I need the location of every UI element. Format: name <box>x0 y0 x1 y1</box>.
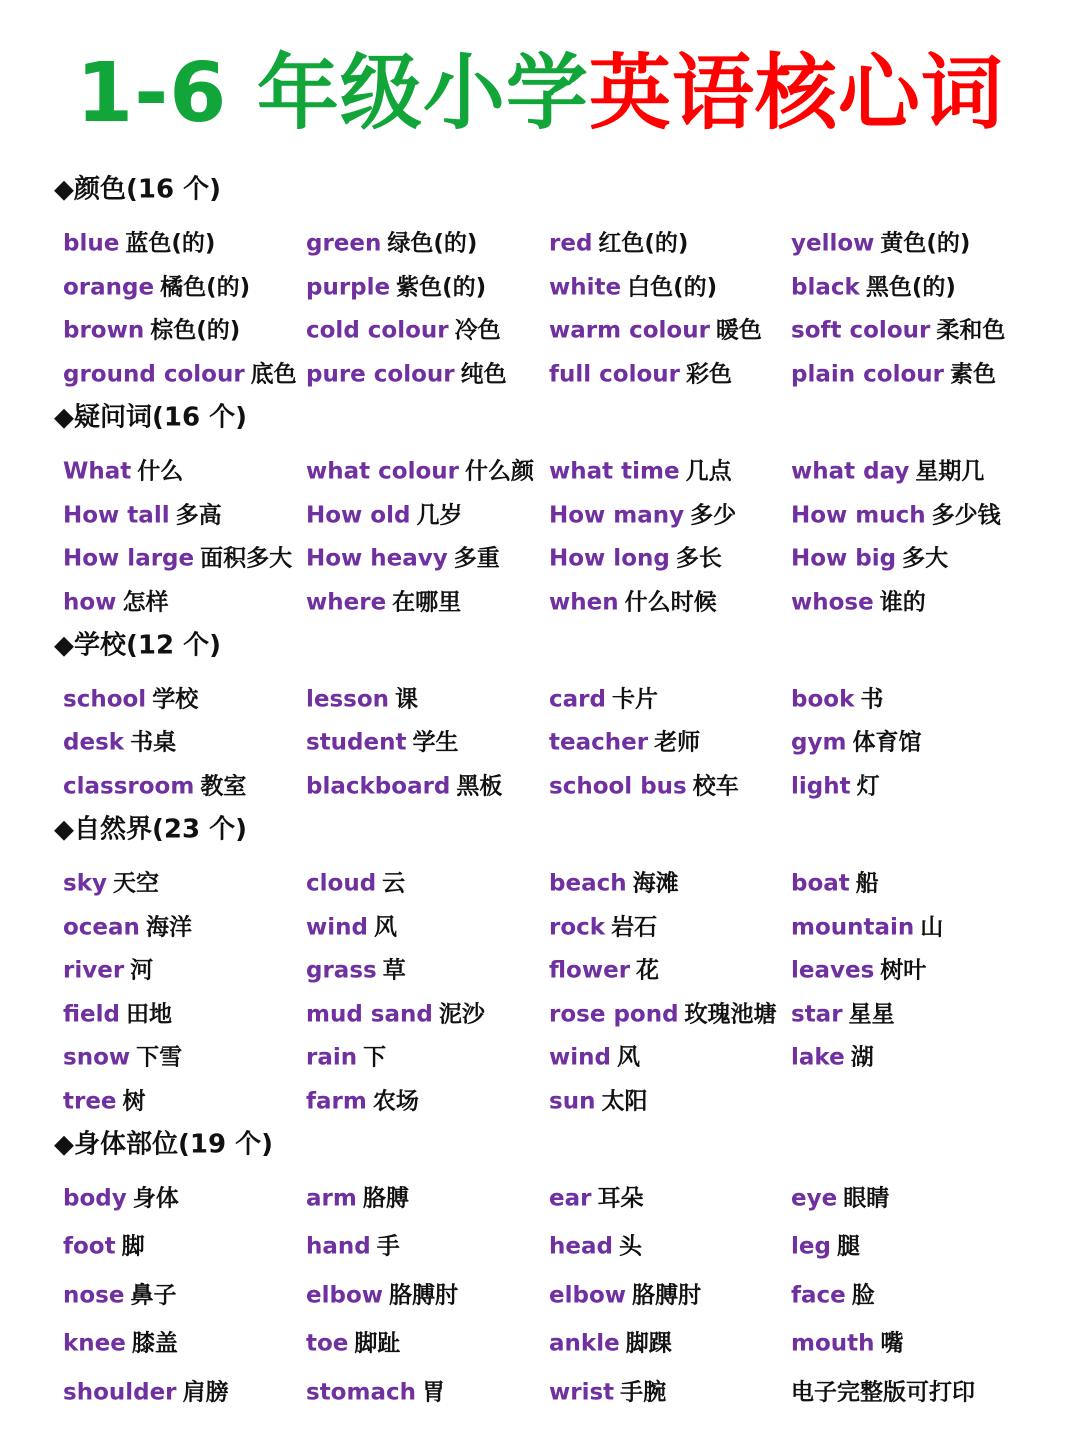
vocab-item <box>791 540 948 573</box>
vocab-item <box>63 1325 178 1358</box>
vocab-item <box>549 497 736 530</box>
chinese-meaning: 脸 <box>851 1282 875 1309</box>
chinese-meaning: 什么时候 <box>624 589 717 616</box>
vocab-item <box>791 269 956 302</box>
english-word: How long <box>549 545 670 572</box>
vocab-item <box>549 269 717 302</box>
vocab-item <box>791 724 921 757</box>
vocab-item <box>63 1180 179 1213</box>
english-word: cold colour <box>306 317 449 344</box>
chinese-meaning: 多高 <box>175 502 222 529</box>
chinese-meaning: 彩色 <box>686 361 732 388</box>
vocab-item <box>791 356 996 389</box>
english-word: ocean <box>63 914 140 941</box>
vocab-item <box>791 865 879 898</box>
english-word: brown <box>63 317 145 344</box>
english-word: tree <box>63 1088 117 1115</box>
english-word: grass <box>306 957 377 984</box>
chinese-meaning: 老师 <box>654 729 701 756</box>
section-header: ◆颜色(16 个) <box>54 174 221 205</box>
chinese-meaning: 身体 <box>132 1185 179 1212</box>
chinese-meaning: 几点 <box>685 458 732 485</box>
english-word: How heavy <box>306 545 448 572</box>
vocab-item <box>63 540 292 573</box>
english-word: school <box>63 686 147 713</box>
chinese-meaning: 面积多大 <box>200 545 293 572</box>
chinese-meaning: 太阳 <box>601 1088 648 1115</box>
english-word: stomach <box>306 1379 416 1406</box>
chinese-meaning: 星星 <box>848 1001 895 1028</box>
english-word: student <box>306 729 407 756</box>
chinese-meaning: 海洋 <box>145 914 192 941</box>
vocab-item <box>549 1277 701 1310</box>
vocab-item <box>306 584 461 617</box>
chinese-meaning: 橘色(的) <box>160 274 251 301</box>
vocab-item <box>549 1039 640 1072</box>
chinese-meaning: 黑板 <box>456 773 503 800</box>
english-word: rose pond <box>549 1001 679 1028</box>
vocab-item <box>549 312 762 345</box>
chinese-meaning: 校车 <box>692 773 739 800</box>
english-word: How tall <box>63 502 170 529</box>
english-word: full colour <box>549 361 680 388</box>
english-word: head <box>549 1233 613 1260</box>
english-word: whose <box>791 589 874 616</box>
vocab-item <box>306 269 486 302</box>
english-word: what day <box>791 458 910 485</box>
english-word: ground colour <box>63 361 245 388</box>
vocab-item <box>549 996 777 1029</box>
chinese-meaning: 在哪里 <box>392 589 462 616</box>
chinese-meaning: 谁的 <box>879 589 926 616</box>
chinese-meaning: 棕色(的) <box>150 317 241 344</box>
english-word: knee <box>63 1330 126 1357</box>
vocab-item <box>791 1228 860 1261</box>
chinese-meaning: 草 <box>382 957 406 984</box>
vocab-item <box>306 540 500 573</box>
english-word: beach <box>549 870 627 897</box>
english-word: How much <box>791 502 926 529</box>
chinese-meaning: 冷色 <box>454 317 501 344</box>
vocab-item <box>791 681 883 714</box>
vocab-item <box>791 584 926 617</box>
english-word: book <box>791 686 855 713</box>
english-word: sky <box>63 870 107 897</box>
section-header: ◆学校(12 个) <box>54 630 221 661</box>
english-word: wrist <box>549 1379 615 1406</box>
chinese-meaning: 什么颜 <box>464 458 534 485</box>
vocab-item <box>63 1228 145 1261</box>
chinese-meaning: 绿色(的) <box>387 230 478 257</box>
chinese-meaning: 耳朵 <box>597 1185 644 1212</box>
english-word: what time <box>549 458 680 485</box>
english-word: rock <box>549 914 606 941</box>
vocab-item <box>549 952 659 985</box>
vocab-item <box>306 681 418 714</box>
vocab-item <box>791 909 943 942</box>
english-word: light <box>791 773 851 800</box>
vocab-item <box>549 1228 642 1261</box>
chinese-meaning: 暖色 <box>715 317 762 344</box>
english-word: yellow <box>791 230 875 257</box>
english-word: toe <box>306 1330 349 1357</box>
vocab-item <box>549 1374 666 1407</box>
english-word: leaves <box>791 957 875 984</box>
vocab-item <box>549 768 739 801</box>
chinese-meaning: 胳膊肘 <box>632 1282 701 1309</box>
chinese-meaning: 头 <box>618 1233 642 1260</box>
chinese-meaning: 手 <box>376 1233 400 1260</box>
english-word: wind <box>549 1044 611 1071</box>
vocab-item <box>63 1039 182 1072</box>
english-word: plain colour <box>791 361 944 388</box>
english-word: farm <box>306 1088 367 1115</box>
vocab-item <box>63 584 168 617</box>
english-word: mountain <box>791 914 915 941</box>
vocab-item <box>791 225 970 258</box>
chinese-meaning: 眼睛 <box>843 1185 890 1212</box>
english-word: face <box>791 1282 846 1309</box>
english-word: gym <box>791 729 847 756</box>
vocab-item <box>306 1228 400 1261</box>
chinese-meaning: 几岁 <box>416 502 463 529</box>
vocab-item <box>306 225 477 258</box>
vocab-item <box>63 1277 176 1310</box>
vocab-item <box>63 1083 146 1116</box>
vocab-item <box>63 681 198 714</box>
chinese-meaning: 树叶 <box>880 957 927 984</box>
english-word: snow <box>63 1044 131 1071</box>
chinese-meaning: 电子完整版可打印 <box>791 1379 975 1406</box>
chinese-meaning: 学生 <box>412 729 459 756</box>
english-word: arm <box>306 1185 357 1212</box>
chinese-meaning: 农场 <box>372 1088 419 1115</box>
english-word: mouth <box>791 1330 875 1357</box>
chinese-meaning: 卡片 <box>611 686 658 713</box>
vocab-item <box>791 1039 874 1072</box>
vocab-item <box>549 356 732 389</box>
vocab-item <box>306 1277 458 1310</box>
english-word: orange <box>63 274 155 301</box>
english-word: purple <box>306 274 391 301</box>
vocab-item <box>63 356 297 389</box>
chinese-meaning: 河 <box>130 957 154 984</box>
chinese-meaning: 下雪 <box>136 1044 183 1071</box>
chinese-meaning: 树 <box>122 1088 146 1115</box>
english-word: How big <box>791 545 897 572</box>
vocab-item <box>549 865 679 898</box>
vocab-item <box>549 453 732 486</box>
chinese-meaning: 手腕 <box>620 1379 667 1406</box>
english-word: school bus <box>549 773 687 800</box>
vocab-item <box>306 865 405 898</box>
chinese-meaning: 鼻子 <box>130 1282 177 1309</box>
english-word: How large <box>63 545 195 572</box>
chinese-meaning: 脚 <box>121 1233 145 1260</box>
vocab-item <box>63 1374 229 1407</box>
english-word: warm colour <box>549 317 710 344</box>
vocab-item <box>791 952 926 985</box>
chinese-meaning: 泥沙 <box>438 1001 485 1028</box>
vocab-item <box>63 865 159 898</box>
vocab-item <box>306 356 507 389</box>
chinese-meaning: 花 <box>636 957 660 984</box>
chinese-meaning: 素色 <box>949 361 996 388</box>
english-word: ear <box>549 1185 592 1212</box>
vocab-item <box>791 497 1001 530</box>
vocab-item <box>549 540 722 573</box>
chinese-meaning: 柔和色 <box>936 317 1006 344</box>
chinese-meaning: 课 <box>395 686 419 713</box>
english-word: shoulder <box>63 1379 177 1406</box>
vocab-item <box>63 453 183 486</box>
english-word: elbow <box>306 1282 383 1309</box>
vocab-item <box>791 453 984 486</box>
chinese-meaning: 胳膊肘 <box>389 1282 458 1309</box>
chinese-meaning: 海滩 <box>632 870 679 897</box>
vocab-item <box>306 768 502 801</box>
english-word: desk <box>63 729 125 756</box>
vocab-item <box>306 1039 386 1072</box>
english-word: sun <box>549 1088 596 1115</box>
section-header: ◆身体部位(19 个) <box>54 1129 273 1160</box>
vocab-item <box>791 1180 889 1213</box>
chinese-meaning: 风 <box>373 914 397 941</box>
vocab-item <box>306 724 459 757</box>
chinese-meaning: 玫瑰池塘 <box>684 1001 777 1028</box>
english-word: blue <box>63 230 120 257</box>
english-word: what colour <box>306 458 459 485</box>
vocab-item <box>306 1374 445 1407</box>
vocab-item <box>306 1325 400 1358</box>
chinese-meaning: 胳膊 <box>362 1185 409 1212</box>
chinese-meaning: 胃 <box>421 1379 445 1406</box>
english-word: boat <box>791 870 850 897</box>
vocab-item <box>63 269 250 302</box>
chinese-meaning: 多大 <box>902 545 949 572</box>
english-word: how <box>63 589 117 616</box>
vocab-item <box>306 497 462 530</box>
vocab-item <box>549 724 700 757</box>
vocab-item <box>306 1180 409 1213</box>
english-word: What <box>63 458 132 485</box>
vocab-item <box>791 1325 904 1358</box>
chinese-meaning: 蓝色(的) <box>125 230 216 257</box>
chinese-meaning: 膝盖 <box>131 1330 178 1357</box>
chinese-meaning: 云 <box>382 870 406 897</box>
chinese-meaning: 船 <box>855 870 879 897</box>
chinese-meaning: 脚踝 <box>625 1330 672 1357</box>
english-word: nose <box>63 1282 125 1309</box>
title-green-part: 1-6 年级小学 <box>76 46 589 141</box>
english-word: black <box>791 274 860 301</box>
chinese-meaning: 星期几 <box>915 458 985 485</box>
vocab-item <box>63 497 222 530</box>
chinese-meaning: 田地 <box>126 1001 172 1028</box>
chinese-meaning: 体育馆 <box>852 729 922 756</box>
chinese-meaning: 白色(的) <box>627 274 718 301</box>
english-word: classroom <box>63 773 195 800</box>
vocab-item <box>549 1325 672 1358</box>
chinese-meaning: 底色 <box>250 361 297 388</box>
english-word: hand <box>306 1233 371 1260</box>
vocab-item <box>306 952 406 985</box>
english-word: where <box>306 589 387 616</box>
vocab-item <box>306 1083 419 1116</box>
vocab-item <box>549 225 688 258</box>
english-word: blackboard <box>306 773 451 800</box>
vocab-item <box>306 453 534 486</box>
vocab-item <box>63 952 153 985</box>
vocab-item <box>306 312 501 345</box>
english-word: wind <box>306 914 368 941</box>
english-word: flower <box>549 957 631 984</box>
title-red-part: 英语核心词 <box>588 46 1004 141</box>
english-word: lake <box>791 1044 845 1071</box>
english-word: red <box>549 230 593 257</box>
english-word: mud sand <box>306 1001 433 1028</box>
english-word: eye <box>791 1185 838 1212</box>
vocab-item <box>549 1083 647 1116</box>
chinese-meaning: 学校 <box>152 686 199 713</box>
english-word: field <box>63 1001 120 1028</box>
vocab-item <box>791 996 895 1029</box>
english-word: pure colour <box>306 361 455 388</box>
vocab-item <box>791 1277 875 1310</box>
vocab-item <box>63 909 192 942</box>
chinese-meaning: 风 <box>616 1044 640 1071</box>
section-header: ◆自然界(23 个) <box>54 814 247 845</box>
vocab-item <box>306 909 397 942</box>
page-title <box>0 28 1080 145</box>
chinese-meaning: 脚趾 <box>354 1330 401 1357</box>
chinese-meaning: 多长 <box>675 545 722 572</box>
vocab-item <box>549 681 658 714</box>
vocab-item <box>791 1374 975 1407</box>
section-header: ◆疑问词(16 个) <box>54 402 247 433</box>
chinese-meaning: 紫色(的) <box>396 274 487 301</box>
english-word: ankle <box>549 1330 620 1357</box>
chinese-meaning: 多重 <box>453 545 500 572</box>
chinese-meaning: 山 <box>920 914 944 941</box>
chinese-meaning: 黑色(的) <box>865 274 956 301</box>
english-word: star <box>791 1001 843 1028</box>
vocab-item <box>791 768 880 801</box>
chinese-meaning: 红色(的) <box>598 230 689 257</box>
english-word: card <box>549 686 606 713</box>
chinese-meaning: 肩膀 <box>182 1379 229 1406</box>
vocab-item <box>63 724 176 757</box>
vocab-item <box>791 312 1005 345</box>
english-word: soft colour <box>791 317 931 344</box>
english-word: green <box>306 230 382 257</box>
chinese-meaning: 纯色 <box>460 361 507 388</box>
vocab-item <box>549 909 657 942</box>
chinese-meaning: 岩石 <box>611 914 658 941</box>
english-word: lesson <box>306 686 390 713</box>
english-word: foot <box>63 1233 116 1260</box>
vocab-item <box>63 225 215 258</box>
english-word: body <box>63 1185 127 1212</box>
english-word: rain <box>306 1044 358 1071</box>
vocab-item <box>549 1180 643 1213</box>
chinese-meaning: 书 <box>860 686 884 713</box>
chinese-meaning: 什么 <box>137 458 184 485</box>
chinese-meaning: 天空 <box>112 870 159 897</box>
chinese-meaning: 下 <box>363 1044 387 1071</box>
chinese-meaning: 多少 <box>690 502 737 529</box>
chinese-meaning: 教室 <box>200 773 247 800</box>
chinese-meaning: 腿 <box>836 1233 860 1260</box>
english-word: river <box>63 957 125 984</box>
english-word: leg <box>791 1233 831 1260</box>
vocab-item <box>63 768 246 801</box>
vocab-item <box>306 996 485 1029</box>
english-word: elbow <box>549 1282 626 1309</box>
english-word: cloud <box>306 870 377 897</box>
chinese-meaning: 灯 <box>856 773 880 800</box>
chinese-meaning: 多少钱 <box>931 502 1001 529</box>
english-word: when <box>549 589 619 616</box>
chinese-meaning: 书桌 <box>130 729 177 756</box>
english-word: How many <box>549 502 685 529</box>
english-word: teacher <box>549 729 649 756</box>
chinese-meaning: 嘴 <box>880 1330 904 1357</box>
chinese-meaning: 黄色(的) <box>880 230 971 257</box>
chinese-meaning: 湖 <box>850 1044 874 1071</box>
chinese-meaning: 怎样 <box>122 589 169 616</box>
english-word: How old <box>306 502 411 529</box>
vocab-item <box>63 996 172 1029</box>
english-word: white <box>549 274 622 301</box>
vocab-item <box>63 312 240 345</box>
vocab-item <box>549 584 717 617</box>
